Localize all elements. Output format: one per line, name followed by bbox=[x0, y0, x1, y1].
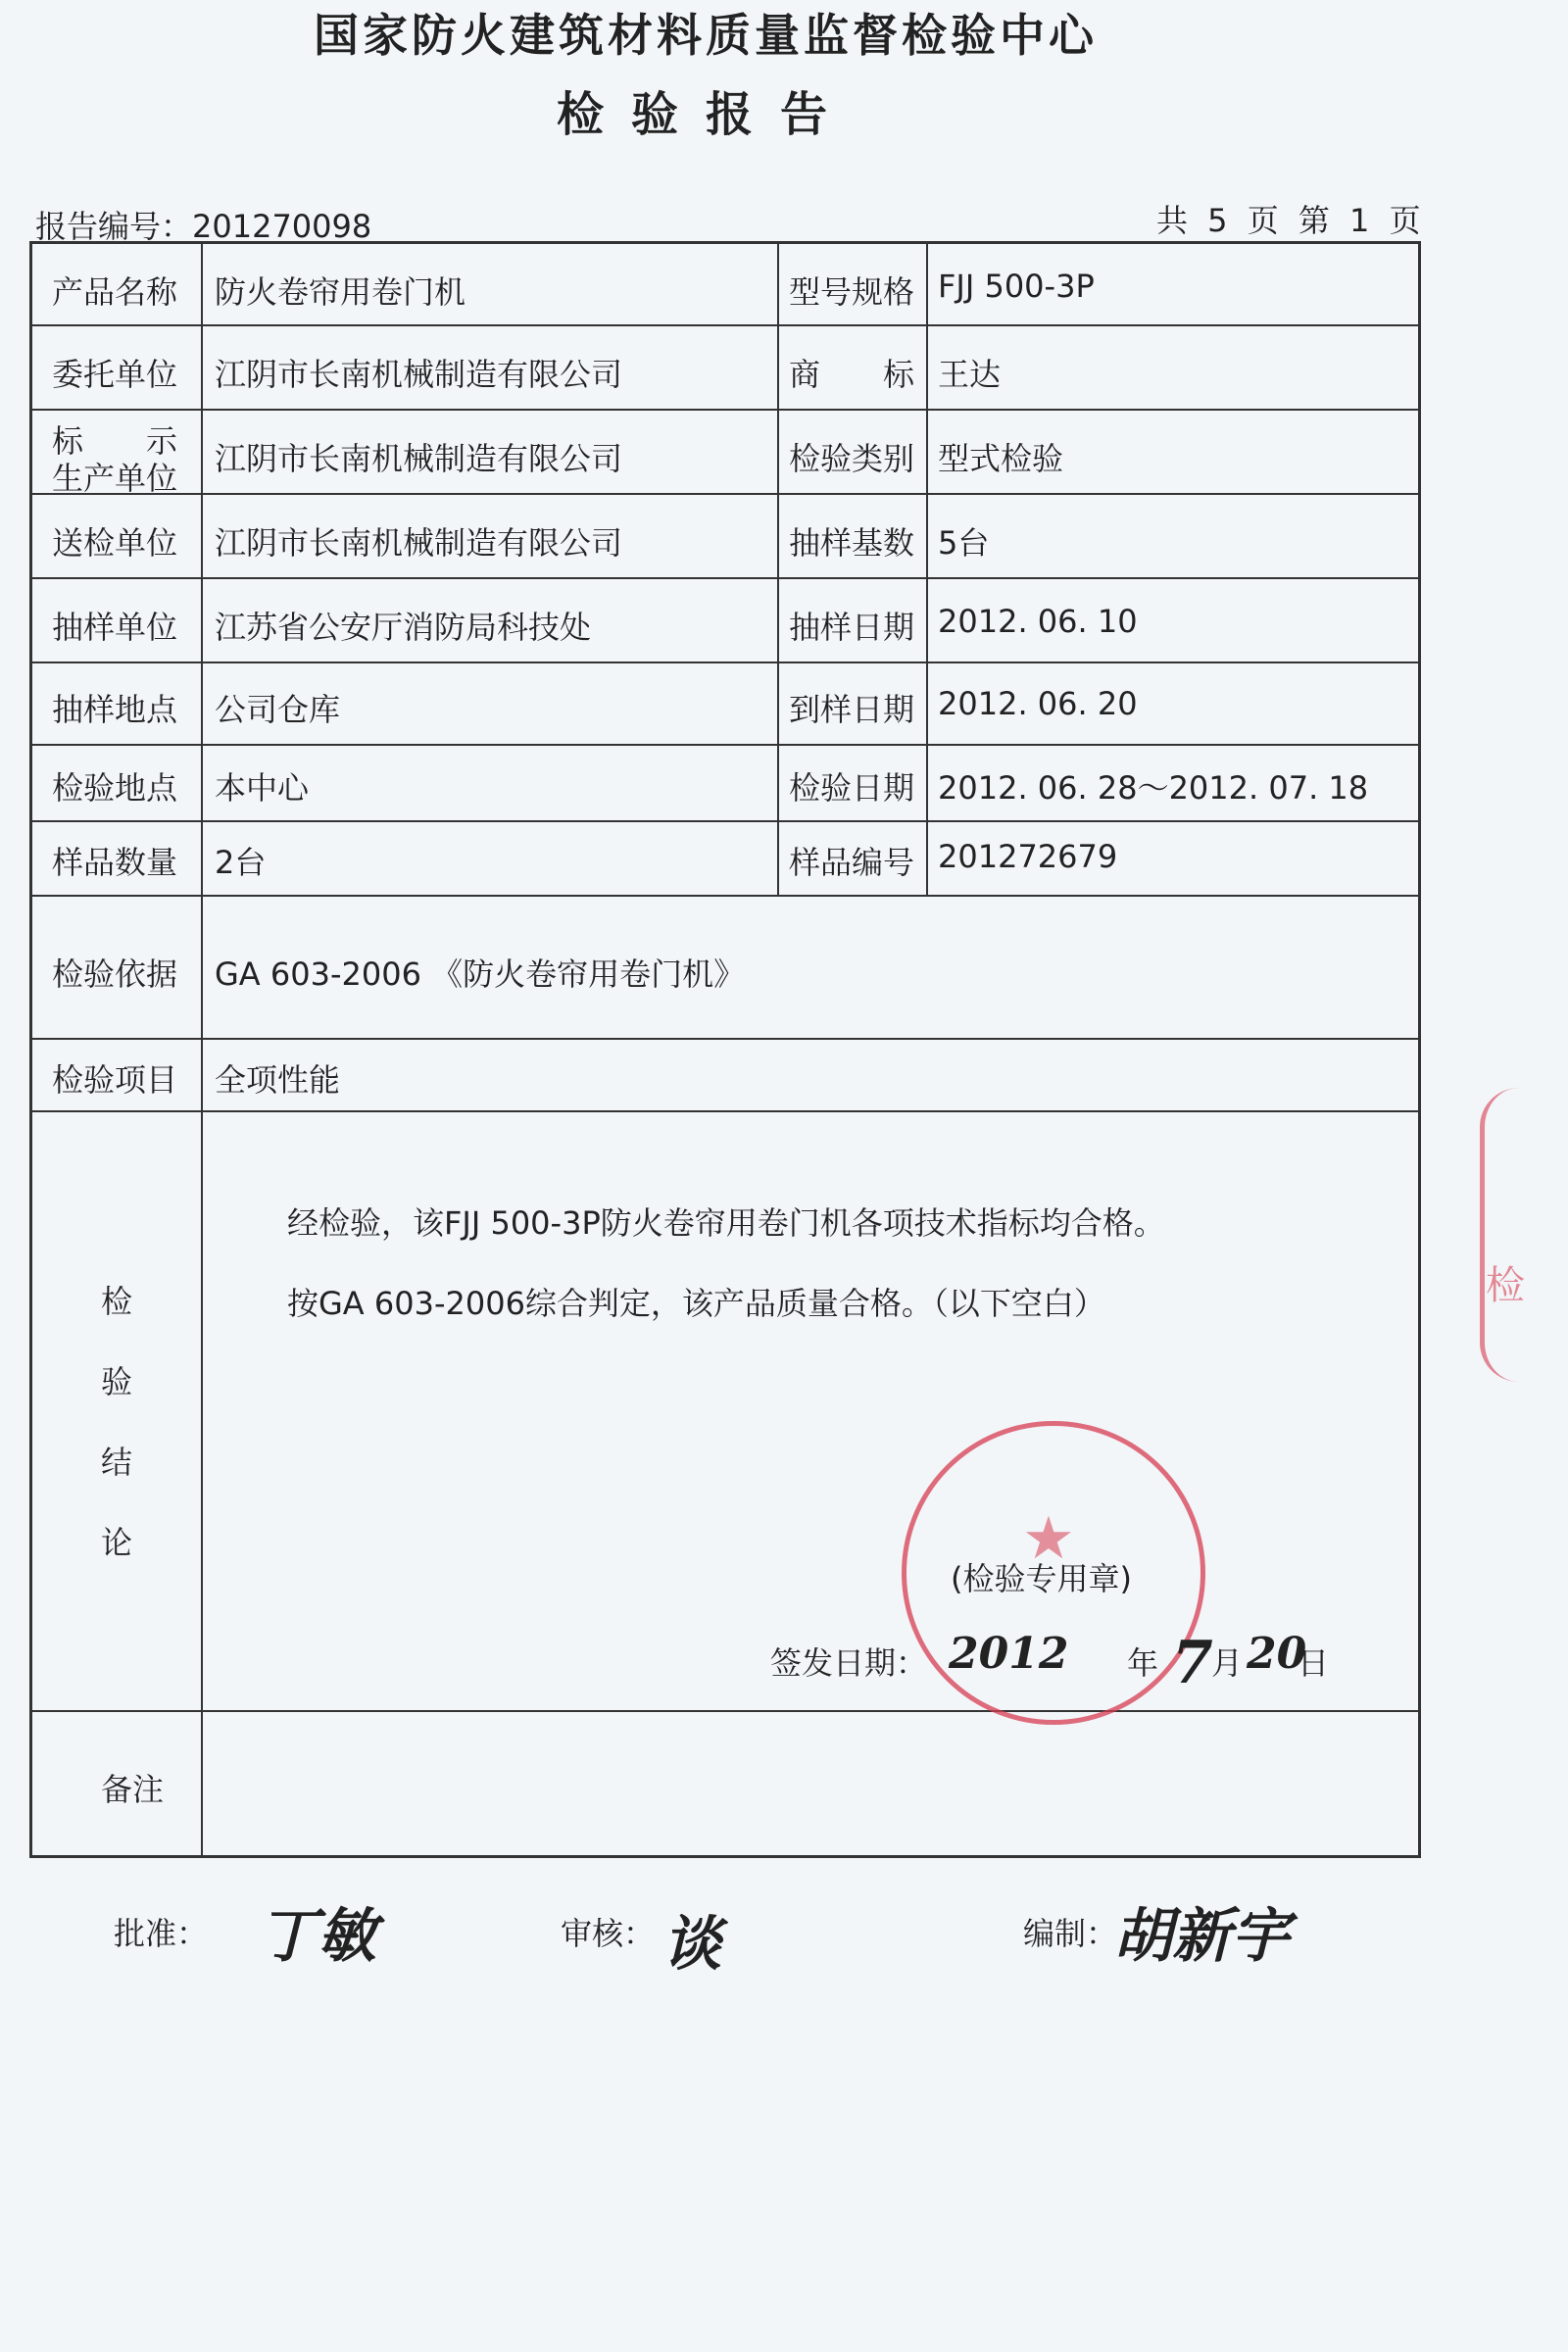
category-label: 检验类别 bbox=[789, 440, 915, 477]
report-subtitle: 检验报告 bbox=[556, 87, 855, 142]
review-label: 审核： bbox=[561, 1915, 656, 1952]
brand-label: 商 标 bbox=[789, 356, 915, 393]
side-seal-char: 检 bbox=[1486, 1263, 1525, 1308]
test-place-value: 本中心 bbox=[215, 769, 310, 807]
page-info: 共 5 页 第 1 页 bbox=[1156, 202, 1421, 239]
sample-place-label: 抽样地点 bbox=[52, 691, 178, 728]
model-label: 型号规格 bbox=[789, 273, 915, 311]
report-title: 国家防火建筑材料质量监督检验中心 bbox=[314, 9, 1098, 62]
row-divider bbox=[32, 895, 1420, 897]
producer-label-line2: 生产单位 bbox=[52, 460, 178, 497]
arrival-date-label: 到样日期 bbox=[789, 691, 915, 728]
producer-label-line1: 标 示 bbox=[52, 422, 178, 460]
issue-day-unit: 日 bbox=[1298, 1644, 1330, 1682]
basis-value: GA 603-2006 《防火卷帘用卷门机》 bbox=[215, 956, 746, 993]
client-label: 委托单位 bbox=[52, 356, 178, 393]
test-place-label: 检验地点 bbox=[52, 769, 178, 807]
report-table bbox=[29, 241, 1421, 1858]
row-divider bbox=[32, 324, 1420, 326]
issue-day: 20 bbox=[1247, 1629, 1307, 1679]
quantity-value: 2台 bbox=[215, 844, 267, 881]
row-divider bbox=[32, 1038, 1420, 1040]
row-divider bbox=[32, 409, 1420, 411]
brand-value: 王达 bbox=[938, 356, 1002, 393]
report-number: 报告编号：201270098 bbox=[35, 208, 372, 245]
issue-month: 7 bbox=[1172, 1629, 1213, 1697]
row-divider bbox=[32, 577, 1420, 579]
column-divider bbox=[201, 244, 203, 1857]
sampler-label: 抽样单位 bbox=[52, 609, 178, 646]
side-seal-edge bbox=[1480, 1088, 1544, 1382]
column-divider bbox=[777, 244, 779, 895]
items-label: 检验项目 bbox=[52, 1061, 178, 1099]
test-date-value: 2012. 06. 28～2012. 07. 18 bbox=[938, 769, 1369, 807]
approve-signature: 丁敏 bbox=[259, 1902, 376, 1971]
conclusion-line-1: 经检验，该FJJ 500-3P防火卷帘用卷门机各项技术指标均合格。 bbox=[287, 1204, 1165, 1242]
sender-label: 送检单位 bbox=[52, 524, 178, 562]
row-divider bbox=[32, 1710, 1420, 1712]
row-divider bbox=[32, 1110, 1420, 1112]
sample-no-value: 201272679 bbox=[938, 838, 1118, 875]
client-value: 江阴市长南机械制造有限公司 bbox=[215, 356, 623, 393]
base-label: 抽样基数 bbox=[789, 524, 915, 562]
conclusion-label-char: 检 bbox=[101, 1283, 133, 1320]
column-divider bbox=[926, 244, 928, 895]
sampler-value: 江苏省公安厅消防局科技处 bbox=[215, 609, 592, 646]
conclusion-label-char: 验 bbox=[101, 1363, 133, 1400]
conclusion-label-char: 论 bbox=[101, 1524, 133, 1561]
category-value: 型式检验 bbox=[938, 440, 1064, 477]
issue-year: 2012 bbox=[949, 1629, 1069, 1679]
conclusion-line-2: 按GA 603-2006综合判定，该产品质量合格。（以下空白） bbox=[287, 1285, 1105, 1322]
producer-value: 江阴市长南机械制造有限公司 bbox=[215, 440, 623, 477]
basis-label: 检验依据 bbox=[52, 956, 178, 993]
arrival-date-value: 2012. 06. 20 bbox=[938, 685, 1138, 722]
sample-no-label: 样品编号 bbox=[789, 844, 915, 881]
sender-value: 江阴市长南机械制造有限公司 bbox=[215, 524, 623, 562]
sample-place-value: 公司仓库 bbox=[215, 691, 341, 728]
conclusion-label-char: 结 bbox=[101, 1444, 133, 1481]
sample-date-label: 抽样日期 bbox=[789, 609, 915, 646]
items-value: 全项性能 bbox=[215, 1061, 341, 1099]
star-icon: ★ bbox=[1022, 1504, 1075, 1573]
issue-date-label: 签发日期： bbox=[770, 1644, 928, 1682]
sample-date-value: 2012. 06. 10 bbox=[938, 603, 1138, 640]
stamp-caption: (检验专用章) bbox=[951, 1560, 1132, 1597]
row-divider bbox=[32, 820, 1420, 822]
base-value: 5台 bbox=[938, 524, 990, 562]
compile-label: 编制： bbox=[1023, 1915, 1118, 1952]
row-divider bbox=[32, 662, 1420, 663]
row-divider bbox=[32, 744, 1420, 746]
issue-month-unit: 月 bbox=[1211, 1644, 1244, 1682]
model-value: FJJ 500-3P bbox=[938, 268, 1095, 305]
quantity-label: 样品数量 bbox=[52, 844, 178, 881]
issue-year-unit: 年 bbox=[1127, 1644, 1159, 1682]
compile-signature: 胡新宇 bbox=[1113, 1902, 1290, 1971]
product-name-value: 防火卷帘用卷门机 bbox=[215, 273, 466, 311]
test-date-label: 检验日期 bbox=[789, 769, 915, 807]
product-name-label: 产品名称 bbox=[52, 273, 178, 311]
review-signature: 谈 bbox=[662, 1910, 721, 1979]
row-divider bbox=[32, 493, 1420, 495]
approve-label: 批准： bbox=[114, 1915, 209, 1952]
remarks-label: 备注 bbox=[101, 1771, 165, 1808]
